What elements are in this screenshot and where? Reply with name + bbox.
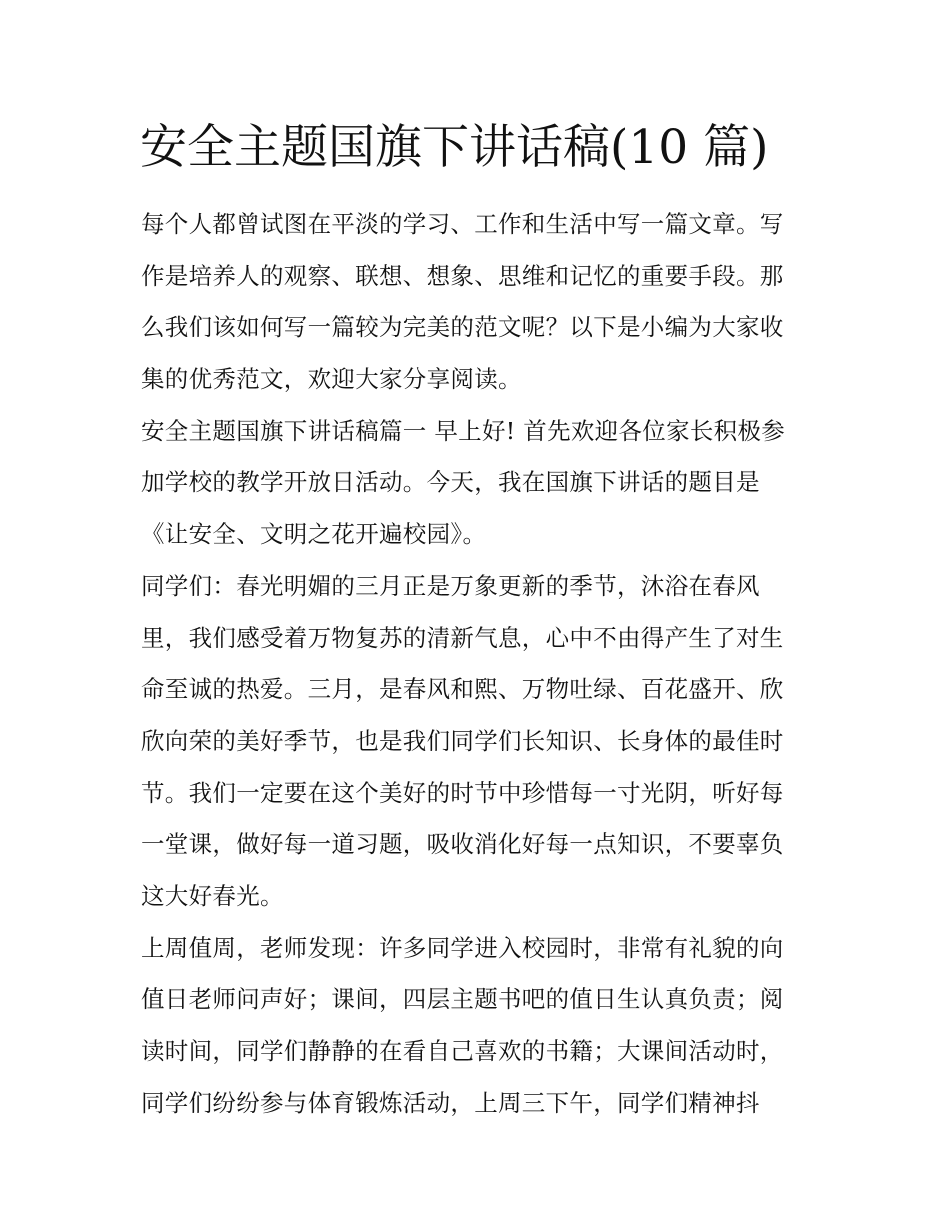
text-line: 同学们：春光明媚的三月正是万象更新的季节，沐浴在春风 [141,571,760,600]
text-line: 一堂课，做好每一道习题，吸收消化好每一点知识，不要辜负 [141,830,784,859]
text-line: 加学校的教学开放日活动。今天，我在国旗下讲话的题目是 [141,468,760,497]
text-line: 集的优秀范文，欢迎大家分享阅读。 [141,365,522,394]
text-line: 读时间，同学们静静的在看自己喜欢的书籍；大课间活动时， [141,1037,784,1065]
text-line: 每个人都曾试图在平淡的学习、工作和生活中写一篇文章。写 [141,210,784,238]
text-line: 值日老师问声好；课间，四层主题书吧的值日生认真负责；阅 [141,985,784,1014]
text-line: 《让安全、文明之花开遍校园》。 [141,520,487,549]
text-line: 安全主题国旗下讲话稿篇一 早上好! 首先欢迎各位家长积极参 [141,416,786,445]
text-line: 上周值周，老师发现：许多同学进入校园时，非常有礼貌的向 [141,933,784,962]
text-line: 命至诚的热爱。三月，是春风和熙、万物吐绿、百花盛开、欣 [141,675,784,704]
text-line: 这大好春光。 [141,881,284,910]
text-line: 作是培养人的观察、联想、想象、思维和记忆的重要手段。那 [141,261,784,290]
document-body [141,199,821,1129]
text-line: 节。我们一定要在这个美好的时节中珍惜每一寸光阴，听好每 [141,778,784,807]
text-line: 同学们纷纷参与体育锻炼活动，上周三下午，同学们精神抖 [141,1088,760,1117]
text-line: 欣向荣的美好季节，也是我们同学们长知识、长身体的最佳时 [141,726,784,755]
text-line: 么我们该如何写一篇较为完美的范文呢？以下是小编为大家收 [141,313,784,342]
text-line: 里，我们感受着万物复苏的清新气息，心中不由得产生了对生 [141,623,784,652]
document-title: 安全主题国旗下讲话稿(10 篇) [140,120,769,175]
